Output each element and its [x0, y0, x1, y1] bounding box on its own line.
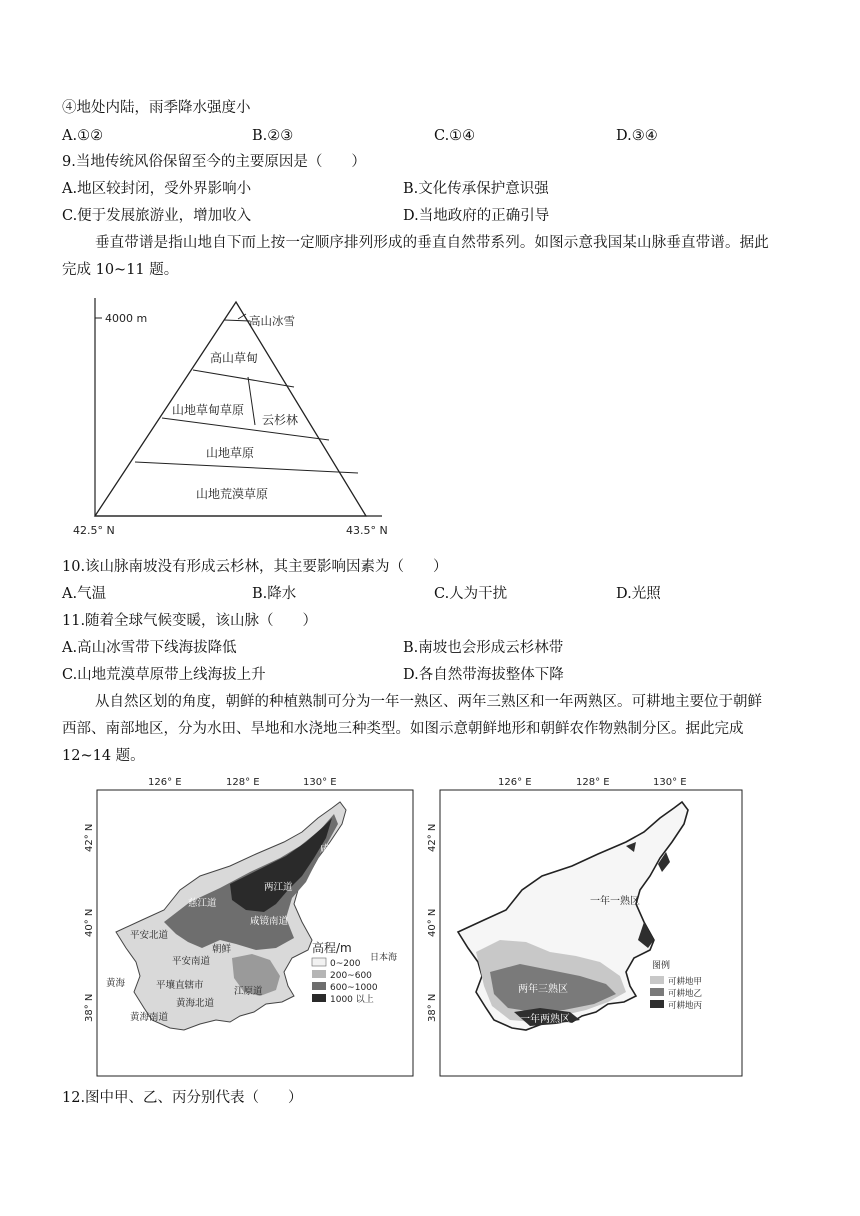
legend-title: 高程/m — [312, 941, 352, 955]
lon-128: 128° E — [226, 777, 260, 788]
intro-12-14-line-3: 12~14 题。 — [62, 748, 145, 764]
steppe-boundary — [135, 462, 358, 473]
zone-alpine-meadow: 高山草甸 — [210, 351, 259, 365]
lon-126: 126° E — [498, 777, 532, 788]
q8-option-d: D.③④ — [616, 128, 658, 144]
zone-one-crop-per-year: 一年一熟区 — [590, 896, 640, 907]
legend-swatch-0 — [312, 958, 326, 966]
legend-swatch-3 — [312, 994, 326, 1002]
lon-130: 130° E — [303, 777, 337, 788]
place-pyongan-bukdo: 平安北道 — [130, 930, 169, 941]
place-pyongan-namdo: 平安南道 — [172, 956, 211, 967]
zone-three-crops-two-years: 两年三熟区 — [518, 984, 568, 995]
q9-stem: 9.当地传统风俗保留至今的主要原因是（ ） — [62, 154, 366, 170]
latitude-left: 42.5° N — [73, 524, 115, 537]
q10-option-b: B.降水 — [252, 586, 297, 602]
zone-mountain-steppe: 山地草原 — [206, 446, 255, 460]
legend-label-0: 0~200 — [330, 959, 361, 969]
ice-snow-boundary — [224, 320, 250, 321]
legend-swatch-0 — [650, 976, 664, 984]
place-hwanghae-namdo: 黄海南道 — [130, 1012, 169, 1023]
q11-stem: 11.随着全球气候变暖，该山脉（ ） — [62, 613, 318, 629]
place-korea: 朝鲜 — [212, 944, 232, 955]
lon-128: 128° E — [576, 777, 610, 788]
q10-stem: 10.该山脉南坡没有形成云杉林，其主要影响因素为（ ） — [62, 559, 448, 575]
q12-stem: 12.图中甲、乙、丙分别代表（ ） — [62, 1090, 303, 1106]
meadow-steppe-boundary — [162, 418, 329, 440]
lat-42: 42° N — [84, 823, 95, 852]
place-hamgyong-bukdo: 咸镜北道 — [320, 844, 359, 855]
lat-40: 40° N — [84, 908, 95, 937]
zone-spruce-forest: 云杉林 — [262, 413, 299, 427]
place-yellow-sea: 黄海 — [106, 978, 126, 989]
lat-42: 42° N — [427, 823, 438, 852]
legend-label-0: 可耕地甲 — [668, 977, 703, 987]
place-pyongyang: 平壤直辖市 — [156, 980, 204, 991]
zone-two-crops-per-year: 一年两熟区 — [520, 1014, 570, 1025]
intro-10-11-line-2: 完成 10~11 题。 — [62, 262, 179, 278]
legend-swatch-2 — [650, 1000, 664, 1008]
intro-12-14-line-2: 西部、南部地区，分为水田、旱地和水浇地三种类型。如图示意朝鲜地形和朝鲜农作物熟制分区。据此完成 — [62, 721, 744, 737]
legend-label-2: 可耕地丙 — [668, 1001, 703, 1011]
zone-mountain-meadow-steppe: 山地草甸草原 — [172, 403, 245, 417]
q10-option-a: A.气温 — [62, 586, 107, 602]
intro-10-11-line-1: 垂直带谱是指山地自下而上按一定顺序排列形成的垂直自然带系列。如图示意我国某山脉垂直带谱。据此 — [95, 235, 769, 251]
place-hwanghae-bukdo: 黄海北道 — [176, 998, 215, 1009]
mountain-zone-diagram — [62, 290, 412, 540]
q9-option-c: C.便于发展旅游业，增加收入 — [62, 208, 252, 224]
lat-40: 40° N — [427, 908, 438, 937]
legend-label-1: 200~600 — [330, 971, 372, 981]
q8-option-b: B.②③ — [252, 128, 294, 144]
korea-terrain-map — [80, 772, 420, 1080]
place-jagang: 慈江道 — [188, 898, 217, 909]
q11-option-b: B.南坡也会形成云杉林带 — [403, 640, 564, 656]
q9-option-d: D.当地政府的正确引导 — [403, 208, 550, 224]
q11-option-a: A.高山冰雪带下线海拔降低 — [62, 640, 237, 656]
legend-label-3: 1000 以上 — [330, 995, 374, 1005]
q9-option-a: A.地区较封闭，受外界影响小 — [62, 181, 252, 197]
legend-label-1: 可耕地乙 — [668, 989, 703, 999]
zone-alpine-ice-snow: 高山冰雪 — [249, 314, 295, 328]
zone-mountain-desert-steppe: 山地荒漠草原 — [196, 487, 269, 501]
q9-option-b: B.文化传承保护意识强 — [403, 181, 549, 197]
lat-38: 38° N — [427, 993, 438, 1022]
q8-item-4: ④地处内陆，雨季降水强度小 — [62, 100, 251, 116]
legend-label-2: 600~1000 — [330, 983, 378, 993]
q11-option-c: C.山地荒漠草原带上线海拔上升 — [62, 667, 266, 683]
place-ryanggang: 两江道 — [264, 882, 293, 893]
legend-swatch-1 — [650, 988, 664, 996]
lon-130: 130° E — [653, 777, 687, 788]
korea-cropping-zone-map — [427, 772, 750, 1080]
legend-swatch-2 — [312, 982, 326, 990]
q10-option-d: D.光照 — [616, 586, 661, 602]
lon-126: 126° E — [148, 777, 182, 788]
latitude-right: 43.5° N — [346, 524, 388, 537]
q11-option-d: D.各自然带海拔整体下降 — [403, 667, 564, 683]
lat-38: 38° N — [84, 993, 95, 1022]
place-kangwon: 江原道 — [234, 986, 263, 997]
intro-12-14-line-1: 从自然区划的角度，朝鲜的种植熟制可分为一年一熟区、两年三熟区和一年两熟区。可耕地主要位于朝鲜 — [95, 694, 762, 710]
q10-option-c: C.人为干扰 — [434, 586, 508, 602]
q8-option-c: C.①④ — [434, 128, 476, 144]
q8-option-a: A.①② — [62, 128, 104, 144]
spruce-boundary — [248, 377, 255, 425]
legend-title: 图例 — [652, 961, 671, 971]
legend-swatch-1 — [312, 970, 326, 978]
place-sea-of-japan: 日本海 — [370, 953, 398, 963]
place-hamgyong-namdo: 咸镜南道 — [250, 916, 289, 927]
elevation-label: 4000 m — [105, 312, 148, 325]
